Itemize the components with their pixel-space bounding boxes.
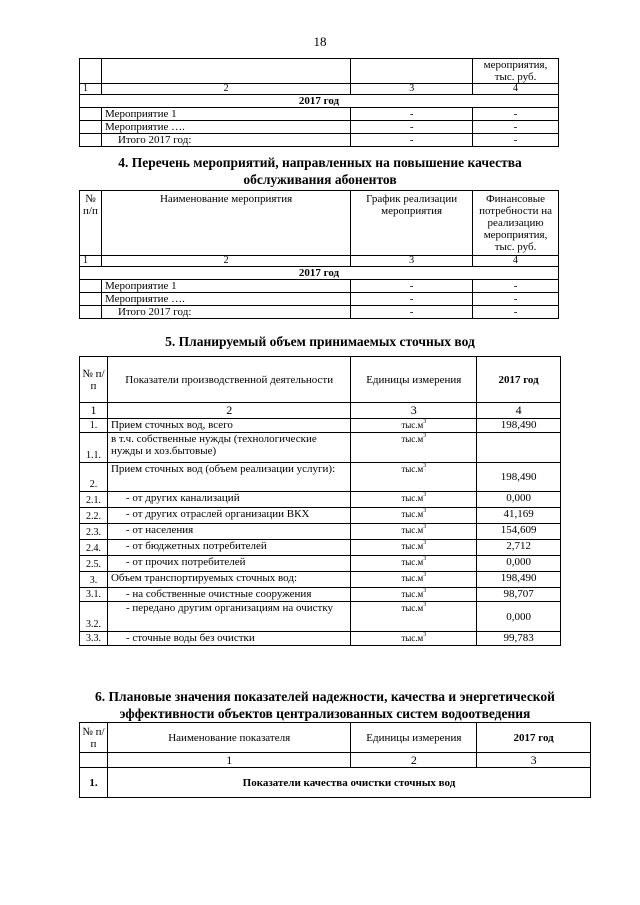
row-value: 0,000 (477, 556, 561, 572)
table-row (80, 588, 561, 602)
row-num: 1. (80, 419, 108, 433)
row-unit: $тыс.м^3$ (351, 524, 477, 540)
row-value: 0,000 (477, 602, 561, 632)
row-num: 1. (80, 768, 108, 798)
section-6-title: 6. Плановые значения показателей надежности, качества и энергетической эффективности объектов централизованных систем водоотведения (95, 689, 555, 721)
row-num: 2.4. (80, 540, 108, 556)
row-value (477, 433, 561, 463)
row-value: 198,490 (477, 463, 561, 492)
table-row (80, 492, 561, 508)
row-value: 0,000 (477, 492, 561, 508)
event-name: Мероприятие …. (101, 121, 350, 134)
row-unit: $тыс.м^3$ (351, 463, 477, 492)
table-row: Мероприятие …. - - (80, 293, 559, 306)
col-num-header: № п/п (80, 191, 102, 256)
col-finance-header: Финансовые потребности на реализацию мероприятия, тыс. руб. (473, 191, 559, 256)
table-4: № п/п Наименование мероприятия График реализации мероприятия Финансовые потребности на реализацию мероприятия, тыс. руб. 1 2 3 4 2017 год Мероприятие 1 - - Мероприятие …. - - Итого 2017 год: - - (79, 190, 559, 319)
row-num: 3.2. (80, 602, 108, 632)
row-num: 2.3. (80, 524, 108, 540)
year-row: 2017 год (80, 95, 559, 108)
col-year-header: 2017 год (477, 357, 561, 403)
row-unit: $тыс.м^3$ (351, 632, 477, 646)
row-unit: $тыс.м^3$ (351, 588, 477, 602)
row-num: 2.1. (80, 492, 108, 508)
row-name: Показатели качества очистки сточных вод (107, 768, 590, 798)
row-unit: $тыс.м^3$ (351, 419, 477, 433)
event-name: Итого 2017 год: (101, 134, 350, 147)
table-row: Мероприятие 1 - - (80, 108, 559, 121)
row-name: Прием сточных вод (объем реализации услуги): (107, 463, 350, 492)
page-number: 18 (313, 34, 327, 49)
section-4-title: 4. Перечень мероприятий, направленных на повышение качества обслуживания абонентов (118, 155, 522, 187)
row-name: - сточные воды без очистки (107, 632, 350, 646)
table-row (80, 419, 561, 433)
row-num: 3.1. (80, 588, 108, 602)
row-unit: $тыс.м^3$ (351, 433, 477, 463)
table-row: Итого 2017 год: - - (80, 134, 559, 147)
col-year-header: 2017 год (477, 723, 591, 753)
row-name: - на собственные очистные сооружения (107, 588, 350, 602)
row-name: - передано другим организациям на очистку (107, 602, 350, 632)
row-num: 3. (80, 572, 108, 588)
table-row (80, 602, 561, 632)
table-row (80, 524, 561, 540)
row-name: в т.ч. собственные нужды (технологические нужды и хоз.бытовые) (107, 433, 350, 463)
year-row: 2017 год (80, 267, 559, 280)
row-unit: $тыс.м^3$ (351, 602, 477, 632)
table-row (80, 433, 561, 463)
table-row (80, 768, 591, 798)
colnum: 3 (351, 84, 473, 95)
row-value: 99,783 (477, 632, 561, 646)
row-num: 1.1. (80, 433, 108, 463)
table-row (80, 540, 561, 556)
row-name: - от других отраслей организации ВКХ (107, 508, 350, 524)
row-value: 198,490 (477, 572, 561, 588)
table-6: № п/п Наименование показателя Единицы измерения 2017 год 1 2 3 1. Показатели качества очистки сточных вод (79, 722, 591, 798)
col-name-header: Показатели производственной деятельности (107, 357, 350, 403)
row-name: Объем транспортируемых сточных вод: (107, 572, 350, 588)
col-name-header: Наименование показателя (107, 723, 350, 753)
table-row: Мероприятие …. - - (80, 121, 559, 134)
table-row (80, 632, 561, 646)
col-name-header: Наименование мероприятия (101, 191, 350, 256)
row-value: 2,712 (477, 540, 561, 556)
row-num: 2. (80, 463, 108, 492)
table-row: Мероприятие 1 - - (80, 280, 559, 293)
table-5: № п/п Показатели производственной деятельности Единицы измерения 2017 год 1 2 3 4 1. Прием сточных вод, всего $тыс.м^3$ 198,490 1.1. в т.ч. собственные нужды (технологические нужды и хоз.бытовые) $тыс.м^3$ 2. Прием сточных вод (объем реализации услуги): $тыс.м^3$ 198,490 2.1. - от других канализаций $тыс.м^3$ 0,000 2.2. - от других отраслей организации ВКХ $тыс.м^3$ 41,169 2.3. - от населения $тыс.м^3$ 154,609 2.4. - от бюджетных потребителей $тыс.м^3$ 2,712 2.5. - от прочих потребителей $тыс.м^3$ 0,000 3. Объем транспортируемых сточных вод: $тыс.м^3$ 198,490 3.1. - на собственные очистные сооружения $тыс.м^3$ 98,707 3.2. - передано другим организациям на очистку $тыс.м^3$ 0,000 3.3. - сточные воды без очистки $тыс.м^3$ 99,783 (79, 356, 561, 646)
row-name: - от бюджетных потребителей (107, 540, 350, 556)
row-value: 41,169 (477, 508, 561, 524)
table-row (80, 556, 561, 572)
row-unit: $тыс.м^3$ (351, 556, 477, 572)
table-row (80, 572, 561, 588)
col-unit-header: Единицы измерения (351, 723, 477, 753)
row-unit: $тыс.м^3$ (351, 492, 477, 508)
event-name: Мероприятие 1 (101, 280, 350, 293)
row-name: - от прочих потребителей (107, 556, 350, 572)
event-name: Мероприятие 1 (101, 108, 350, 121)
row-unit: $тыс.м^3$ (351, 508, 477, 524)
row-value: 154,609 (477, 524, 561, 540)
row-num: 2.2. (80, 508, 108, 524)
table-row (80, 463, 561, 492)
col-unit-header: Единицы измерения (351, 357, 477, 403)
event-name: Итого 2017 год: (101, 306, 350, 319)
col-num-header: № п/п (80, 723, 108, 753)
table-row (80, 508, 561, 524)
row-num: 2.5. (80, 556, 108, 572)
row-value: 98,707 (477, 588, 561, 602)
row-name: Прием сточных вод, всего (107, 419, 350, 433)
row-value: 198,490 (477, 419, 561, 433)
colnum: 4 (473, 84, 559, 95)
row-name: - от населения (107, 524, 350, 540)
table-3-continued (79, 58, 559, 147)
section-5-title: 5. Планируемый объем принимаемых сточных вод (165, 334, 475, 349)
row-name: - от других канализаций (107, 492, 350, 508)
row-unit: $тыс.м^3$ (351, 572, 477, 588)
colnum: 1 (80, 84, 102, 95)
event-name: Мероприятие …. (101, 293, 350, 306)
colnum: 2 (101, 84, 350, 95)
row-unit: $тыс.м^3$ (351, 540, 477, 556)
col-schedule-header: График реализации мероприятия (351, 191, 473, 256)
finance-header-tail: мероприятия, тыс. руб. (473, 59, 559, 84)
table-row: Итого 2017 год: - - (80, 306, 559, 319)
row-num: 3.3. (80, 632, 108, 646)
col-num-header: № п/п (80, 357, 108, 403)
